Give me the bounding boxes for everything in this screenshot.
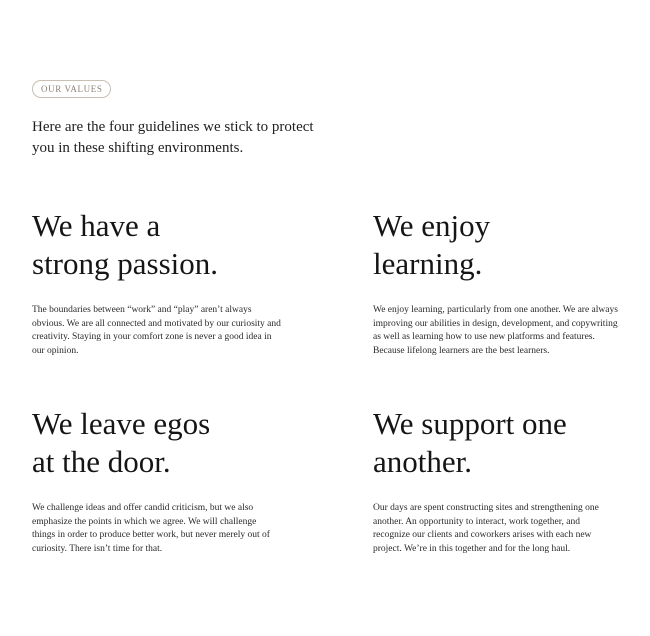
our-values-badge: OUR VALUES — [32, 80, 111, 98]
value-description: We enjoy learning, particularly from one another. We are always improving our abilities in design, development, and copywriting as well as learning how to use new platforms and features. Because lifelong learners are the best learners. — [373, 305, 618, 356]
value-description: The boundaries between “work” and “play” aren’t always obvious. We are all connected and motivated by our curiosity and creativity. Staying in your comfort zone is never a good idea in our opinion. — [32, 305, 281, 356]
value-description: We challenge ideas and offer candid criticism, but we also emphasize the points in which we agree. We will challenge things in order to produce better work, but never merely out of curiosity. There isn’t time for that. — [32, 503, 270, 554]
intro-text: Here are the four guidelines we stick to protect you in these shifting environments. — [32, 119, 314, 156]
value-card-passion — [32, 207, 282, 356]
value-description: Our days are spent constructing sites and strengthening one another. An opportunity to interact, work together, and recognize our clients and coworkers arises with each new project. We’re in this together and for the long haul. — [373, 503, 599, 554]
value-title: We enjoy learning. — [373, 208, 491, 281]
value-card-learning — [373, 207, 623, 356]
value-card-egos — [32, 405, 282, 554]
value-title: We have a strong passion. — [32, 208, 218, 281]
value-title: We support one another. — [373, 406, 567, 479]
value-card-support — [373, 405, 623, 554]
value-title: We leave egos at the door. — [32, 406, 211, 479]
